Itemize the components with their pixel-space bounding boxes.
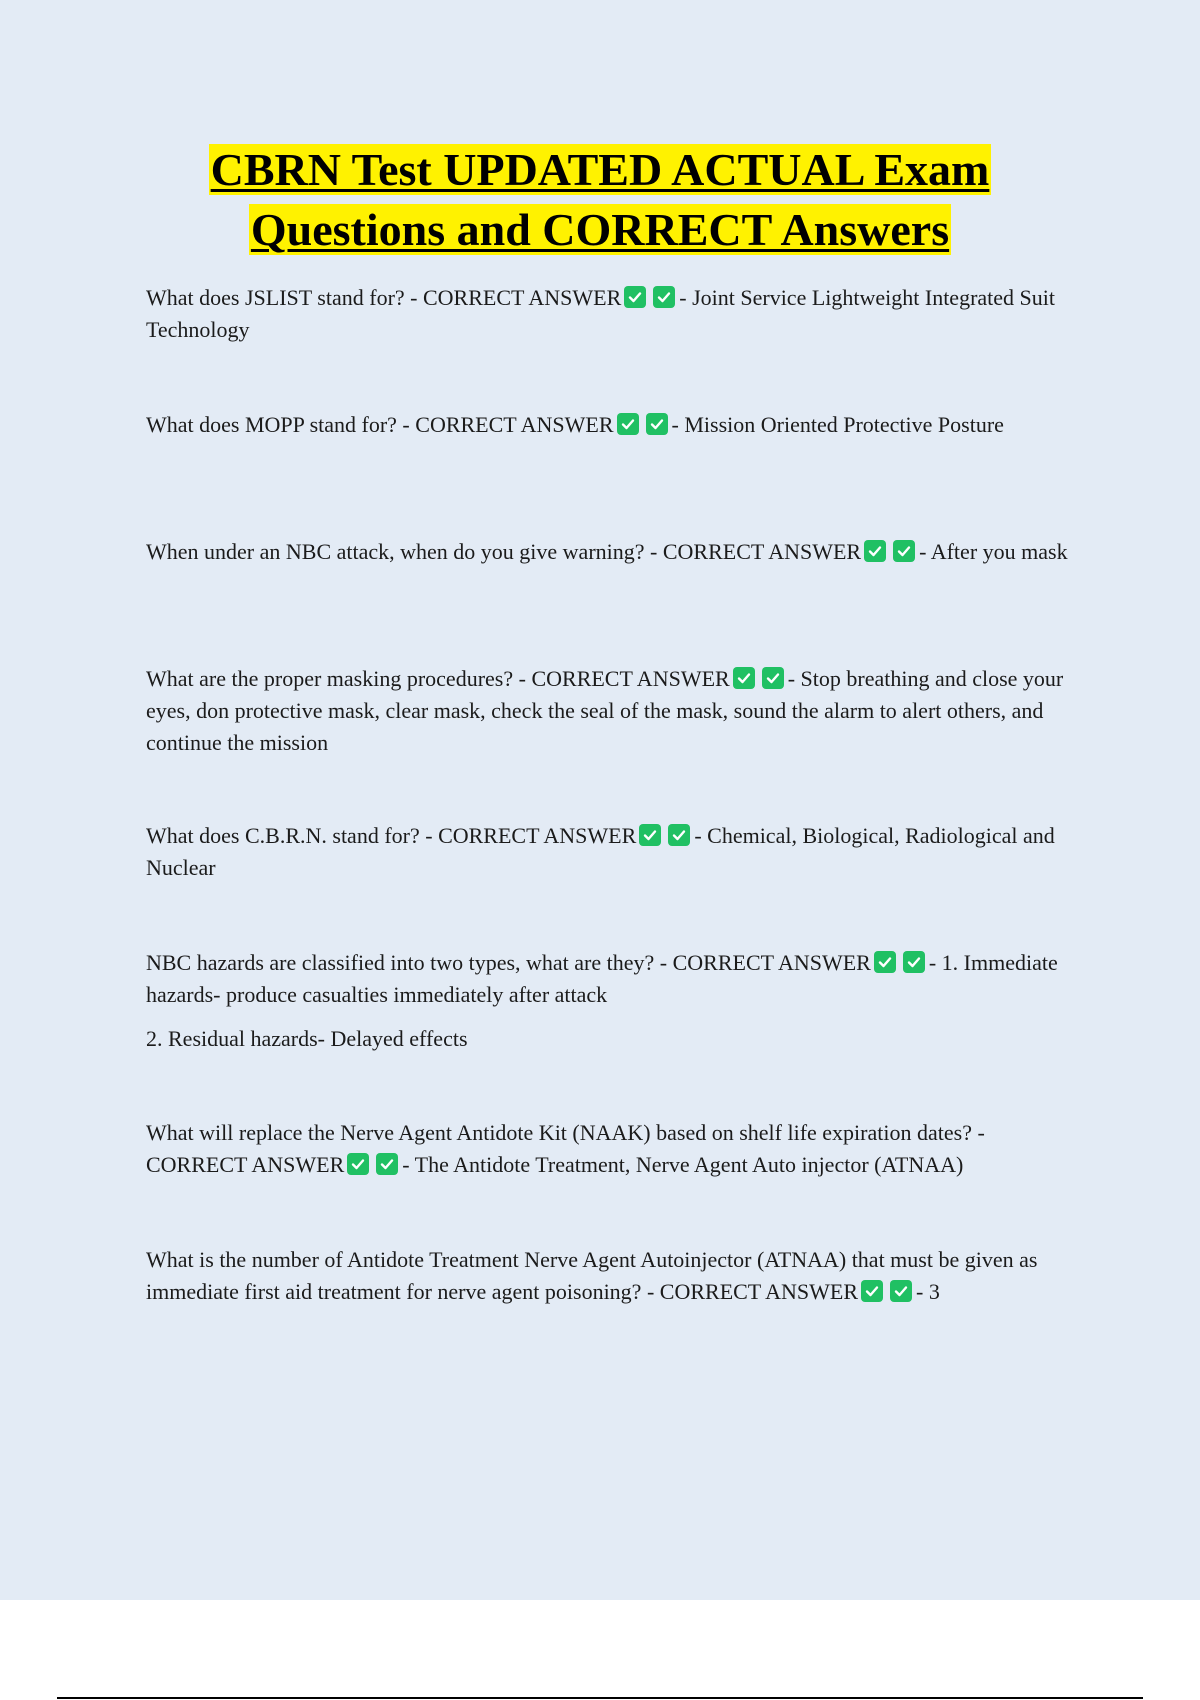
correct-answer-label: CORRECT ANSWER xyxy=(146,1152,345,1177)
answer-text: - Joint Service Lightweight Integrated Suit Technology xyxy=(146,285,1056,342)
check-mark-icon xyxy=(639,824,661,846)
check-mark-icon xyxy=(864,540,886,562)
check-mark-icon xyxy=(903,951,925,973)
check-mark-icon xyxy=(646,413,668,435)
answer-text: - The Antidote Treatment, Nerve Agent Auto injector (ATNAA) xyxy=(402,1152,964,1177)
answer-continuation: 2. Residual hazards- Delayed effects xyxy=(146,1026,468,1051)
correct-answer-label: CORRECT ANSWER xyxy=(438,823,637,848)
answer-text: - Mission Oriented Protective Posture xyxy=(671,412,1004,437)
check-mark-icon xyxy=(653,286,675,308)
check-mark-icon xyxy=(874,951,896,973)
check-mark-icon xyxy=(733,667,755,689)
qa-paragraph xyxy=(146,1117,1086,1181)
document-title xyxy=(0,140,1200,260)
check-mark-icon xyxy=(624,286,646,308)
qa-paragraph xyxy=(146,663,1086,759)
qa-paragraph xyxy=(146,536,1086,568)
check-mark-icon xyxy=(762,667,784,689)
qa-paragraph xyxy=(146,1244,1086,1308)
check-mark-icon xyxy=(347,1153,369,1175)
check-mark-icon xyxy=(890,1280,912,1302)
qa-paragraph xyxy=(146,947,1086,1011)
correct-answer-label: CORRECT ANSWER xyxy=(672,950,871,975)
question-text: What does C.B.R.N. stand for? - xyxy=(146,823,439,848)
qa-paragraph xyxy=(146,409,1086,441)
qa-paragraph xyxy=(146,282,1086,346)
answer-text: - 1. Immediate hazards- produce casualties immediately after attack xyxy=(146,950,1058,1007)
correct-answer-label: CORRECT ANSWER xyxy=(662,539,862,564)
correct-answer-label: CORRECT ANSWER xyxy=(415,412,614,437)
question-text: What does JSLIST stand for? - xyxy=(146,285,423,310)
question-text: What will replace the Nerve Agent Antidote Kit (NAAK) based on shelf life expiration dates? - xyxy=(146,1120,985,1145)
correct-answer-label: CORRECT ANSWER xyxy=(423,285,622,310)
title-line-2: Questions and CORRECT Answers xyxy=(250,204,950,255)
check-mark-icon xyxy=(376,1153,398,1175)
footer-rule xyxy=(57,1697,1143,1699)
qa-item-hazard-types xyxy=(146,947,1086,1055)
answer-text: - 3 xyxy=(916,1279,940,1304)
title-line-1: CBRN Test UPDATED ACTUAL Exam xyxy=(210,144,990,195)
check-mark-icon xyxy=(861,1280,883,1302)
check-mark-icon xyxy=(668,824,690,846)
qa-item-jslist xyxy=(146,282,1086,346)
question-text: What does MOPP stand for? - xyxy=(146,412,416,437)
question-text: What is the number of Antidote Treatment Nerve Agent Autoinjector (ATNAA) that must be given as immediate first aid treatment for nerve agent poisoning? - xyxy=(146,1247,1038,1304)
answer-text: - Chemical, Biological, Radiological and Nuclear xyxy=(146,823,1055,880)
qa-paragraph xyxy=(146,820,1086,884)
check-mark-icon xyxy=(617,413,639,435)
check-mark-icon xyxy=(893,540,915,562)
correct-answer-label: CORRECT ANSWER xyxy=(531,666,730,691)
question-text: When under an NBC attack, when do you give warning? - xyxy=(146,539,663,564)
question-text: NBC hazards are classified into two types, what are they? - xyxy=(146,950,673,975)
qa-item-mopp xyxy=(146,409,1086,441)
qa-item-nbc-warning xyxy=(146,536,1086,568)
question-text: What are the proper masking procedures? - xyxy=(146,666,532,691)
answer-text: - Stop breathing and close your eyes, don protective mask, clear mask, check the seal of the mask, sound the alarm to alert others, and continue the mission xyxy=(146,666,1064,755)
qa-item-naak-replacement xyxy=(146,1117,1086,1181)
answer-text: - After you mask xyxy=(919,539,1068,564)
qa-item-masking xyxy=(146,663,1086,759)
qa-item-atnaa-count xyxy=(146,1244,1086,1308)
correct-answer-label: CORRECT ANSWER xyxy=(659,1279,859,1304)
qa-item-cbrn xyxy=(146,820,1086,884)
